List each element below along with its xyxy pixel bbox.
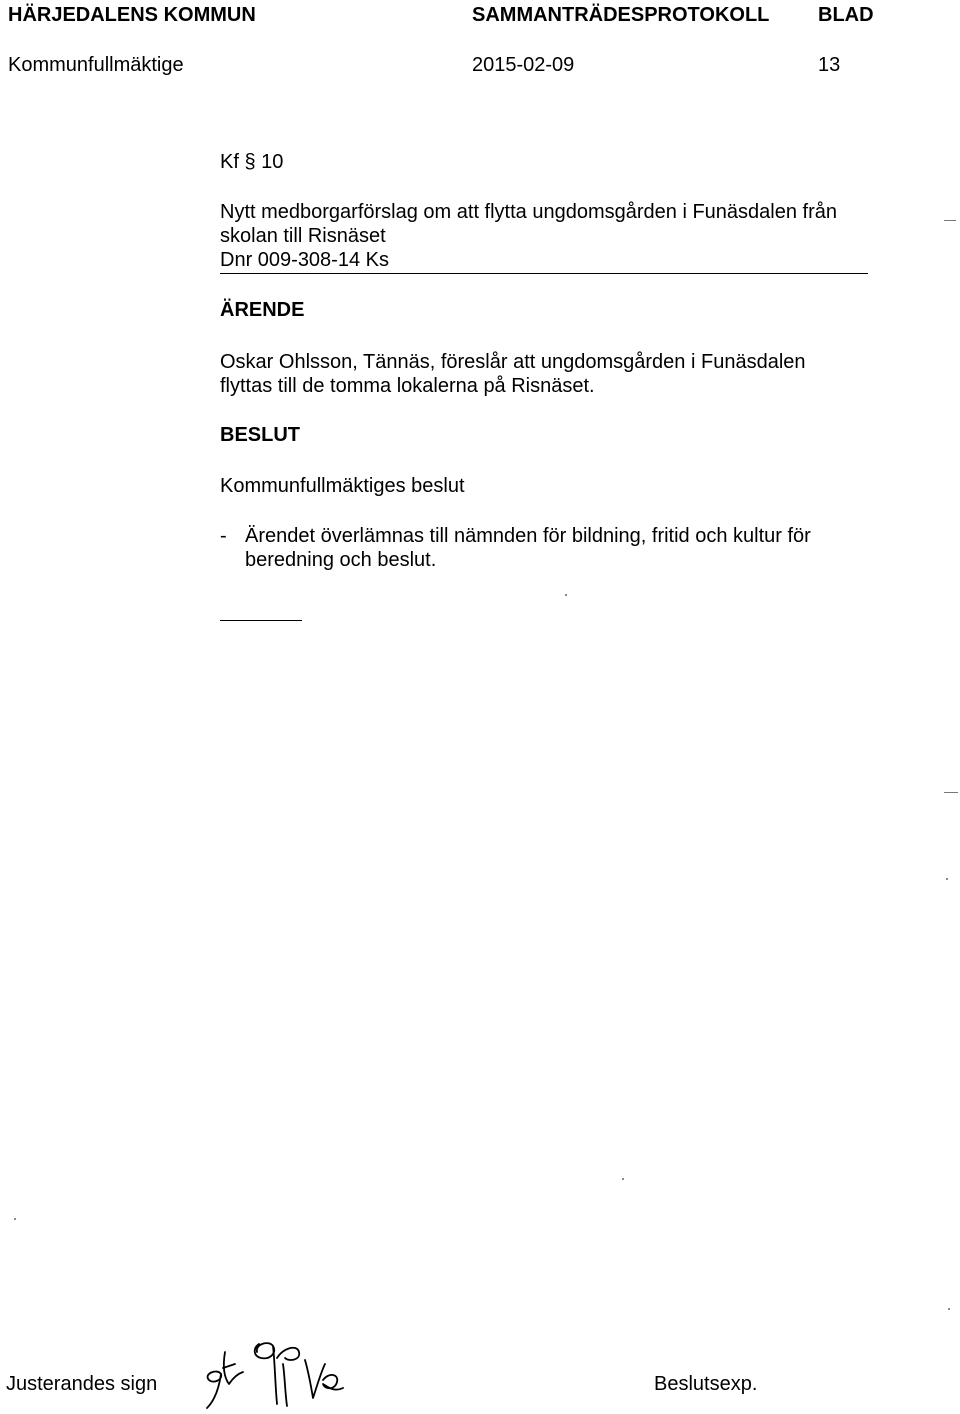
beslut-heading: BESLUT — [220, 424, 300, 446]
paragraph-id: Kf § 10 — [220, 151, 284, 173]
decision-item-line-1: Ärendet överlämnas till nämnden för bildning, fritid och kultur för — [245, 525, 811, 547]
page-number: 13 — [818, 54, 841, 76]
organization-name: HÄRJEDALENS KOMMUN — [8, 4, 256, 26]
governing-body: Kommunfullmäktige — [8, 54, 184, 76]
scan-speck — [622, 1178, 624, 1180]
document-type: SAMMANTRÄDESPROTOKOLL — [472, 4, 770, 26]
section-title — [220, 200, 837, 272]
arende-line-1: Oskar Ohlsson, Tännäs, föreslår att ungdomsgården i Funäsdalen — [220, 351, 806, 373]
arende-text — [220, 350, 806, 398]
decision-item — [245, 524, 811, 572]
decision-item-line-2: beredning och beslut. — [245, 549, 437, 571]
section-title-line-1: Nytt medborgarförslag om att flytta ungdomsgården i Funäsdalen från — [220, 201, 837, 223]
title-underline — [220, 273, 868, 274]
blad-label: BLAD — [818, 4, 874, 26]
arende-line-2: flyttas till de tomma lokalerna på Risnäset. — [220, 375, 595, 397]
scan-speck — [946, 878, 948, 880]
scan-mark — [944, 792, 958, 793]
arende-heading: ÄRENDE — [220, 299, 305, 321]
scan-speck — [948, 1308, 950, 1310]
beslut-subheading: Kommunfullmäktiges beslut — [220, 475, 465, 497]
scan-speck — [565, 594, 567, 596]
dnr-reference: Dnr 009-308-14 Ks — [220, 249, 389, 271]
justerandes-sign-label: Justerandes sign — [6, 1373, 158, 1395]
meeting-date: 2015-02-09 — [472, 54, 575, 76]
signature-initials — [195, 1334, 345, 1414]
decision-bullet: - — [220, 525, 227, 547]
scan-mark — [944, 220, 956, 221]
beslutsexp-label: Beslutsexp. — [654, 1373, 758, 1395]
section-title-line-2: skolan till Risnäset — [220, 225, 386, 247]
closing-rule — [220, 620, 302, 621]
scan-speck — [14, 1218, 16, 1220]
